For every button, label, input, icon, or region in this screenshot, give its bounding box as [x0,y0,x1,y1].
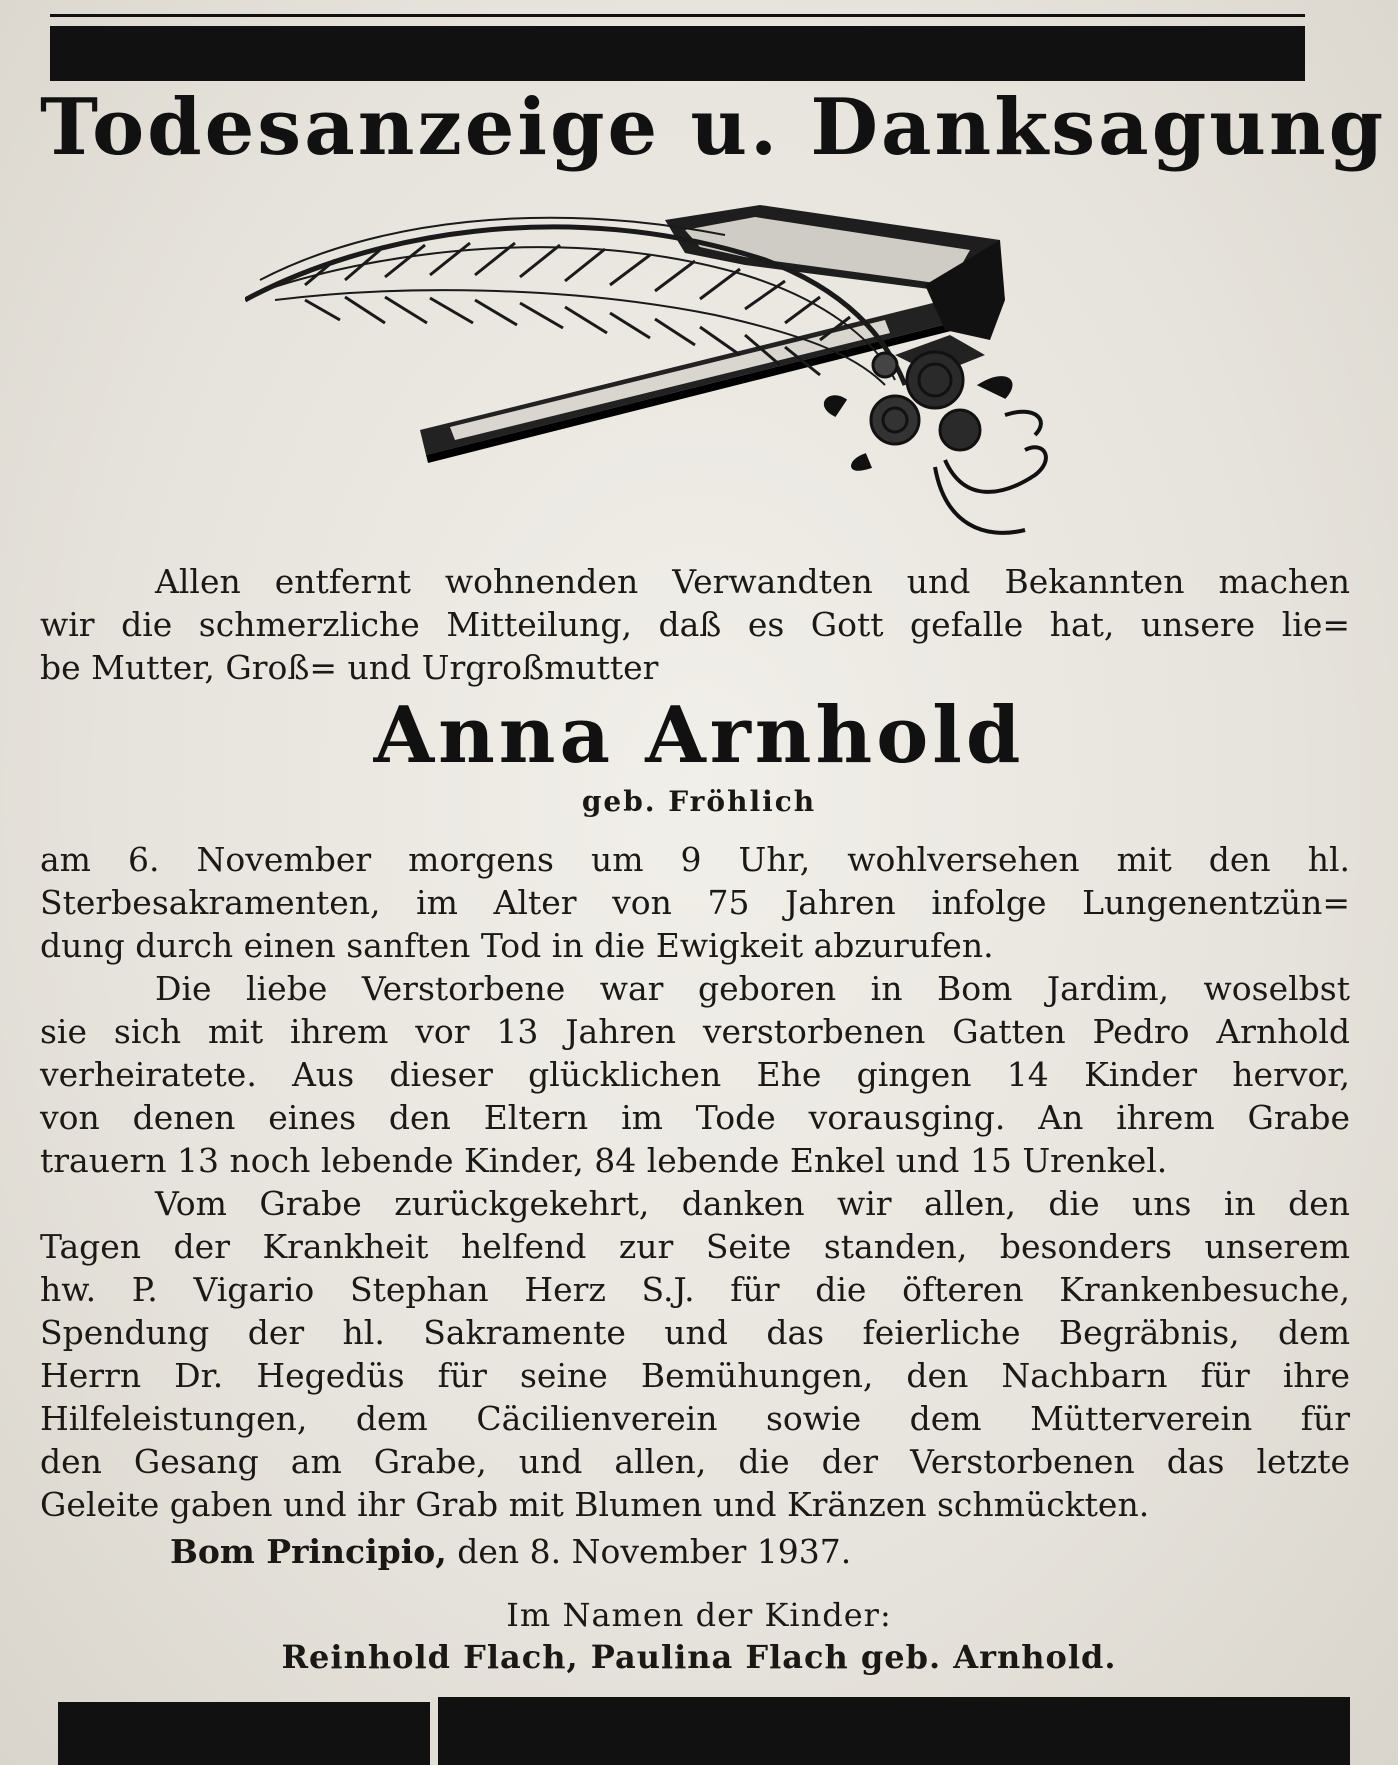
notice-heading: Todesanzeige u. Danksagung [40,82,1387,173]
bottom-border-bar-right [438,1697,1350,1765]
place-and-date [170,1532,851,1571]
body-line: dung durch einen sanften Tod in die Ewigkeit abzurufen. [40,926,994,965]
signature-intro: Im Namen der Kinder: [506,1596,892,1634]
body-line: Geleite gaben und ihr Grab mit Blumen und Kränzen schmückten. [40,1485,1150,1524]
birth-name: geb. Fröhlich [581,785,817,818]
top-border-bar [50,26,1305,81]
body-line: Sterbesakramenten, im Alter von 75 Jahren infolge Lungenentzün= [40,883,1350,922]
intro-paragraph [40,560,1350,689]
body-line: Die liebe Verstorbene war geboren in Bom Jardim, woselbst [155,969,1350,1008]
top-thin-rule [50,14,1305,17]
body-line: trauern 13 noch lebende Kinder, 84 lebende Enkel und 15 Urenkel. [40,1141,1168,1180]
body-line: von denen eines den Eltern im Tode vorausging. An ihrem Grabe [40,1098,1350,1137]
body-line: verheiratete. Aus dieser glücklichen Ehe gingen 14 Kinder hervor, [40,1055,1350,1094]
cross-palm-frond-roses-icon [245,205,1165,565]
intro-line: wir die schmerzliche Mitteilung, daß es Gott gefalle hat, unsere lie= [40,605,1350,644]
body-line: Hilfeleistungen, dem Cäcilienverein sowie dem Mütterverein für [40,1399,1350,1438]
intro-line: Allen entfernt wohnenden Verwandten und Bekannten machen [155,562,1350,601]
body-line: hw. P. Vigario Stephan Herz S.J. für die öfteren Krankenbesuche, [40,1270,1350,1309]
deceased-name: Anna Arnhold [373,690,1025,781]
bottom-border-bar-left [58,1702,430,1765]
intro-line: be Mutter, Groß= und Urgroßmutter [40,648,659,687]
body-line: Vom Grabe zurückgekehrt, danken wir allen, die uns in den [155,1184,1350,1223]
date: den 8. November 1937. [457,1532,852,1571]
body-line: Spendung der hl. Sakramente und das feierliche Begräbnis, dem [40,1313,1350,1352]
body-line: den Gesang am Grabe, und allen, die der Verstorbenen das letzte [40,1442,1350,1481]
rose-bouquet-icon [825,352,1046,533]
body-paragraphs [40,838,1350,1526]
body-line: Herrn Dr. Hegedüs für seine Bemühungen, den Nachbarn für ihre [40,1356,1350,1395]
body-line: am 6. November morgens um 9 Uhr, wohlversehen mit den hl. [40,840,1350,879]
body-line: sie sich mit ihrem vor 13 Jahren verstorbenen Gatten Pedro Arnhold [40,1012,1350,1051]
body-line: Tagen der Krankheit helfend zur Seite standen, besonders unserem [40,1227,1350,1266]
place: Bom Principio, [170,1532,447,1571]
signature-names: Reinhold Flach, Paulina Flach geb. Arnhold. [281,1638,1117,1676]
